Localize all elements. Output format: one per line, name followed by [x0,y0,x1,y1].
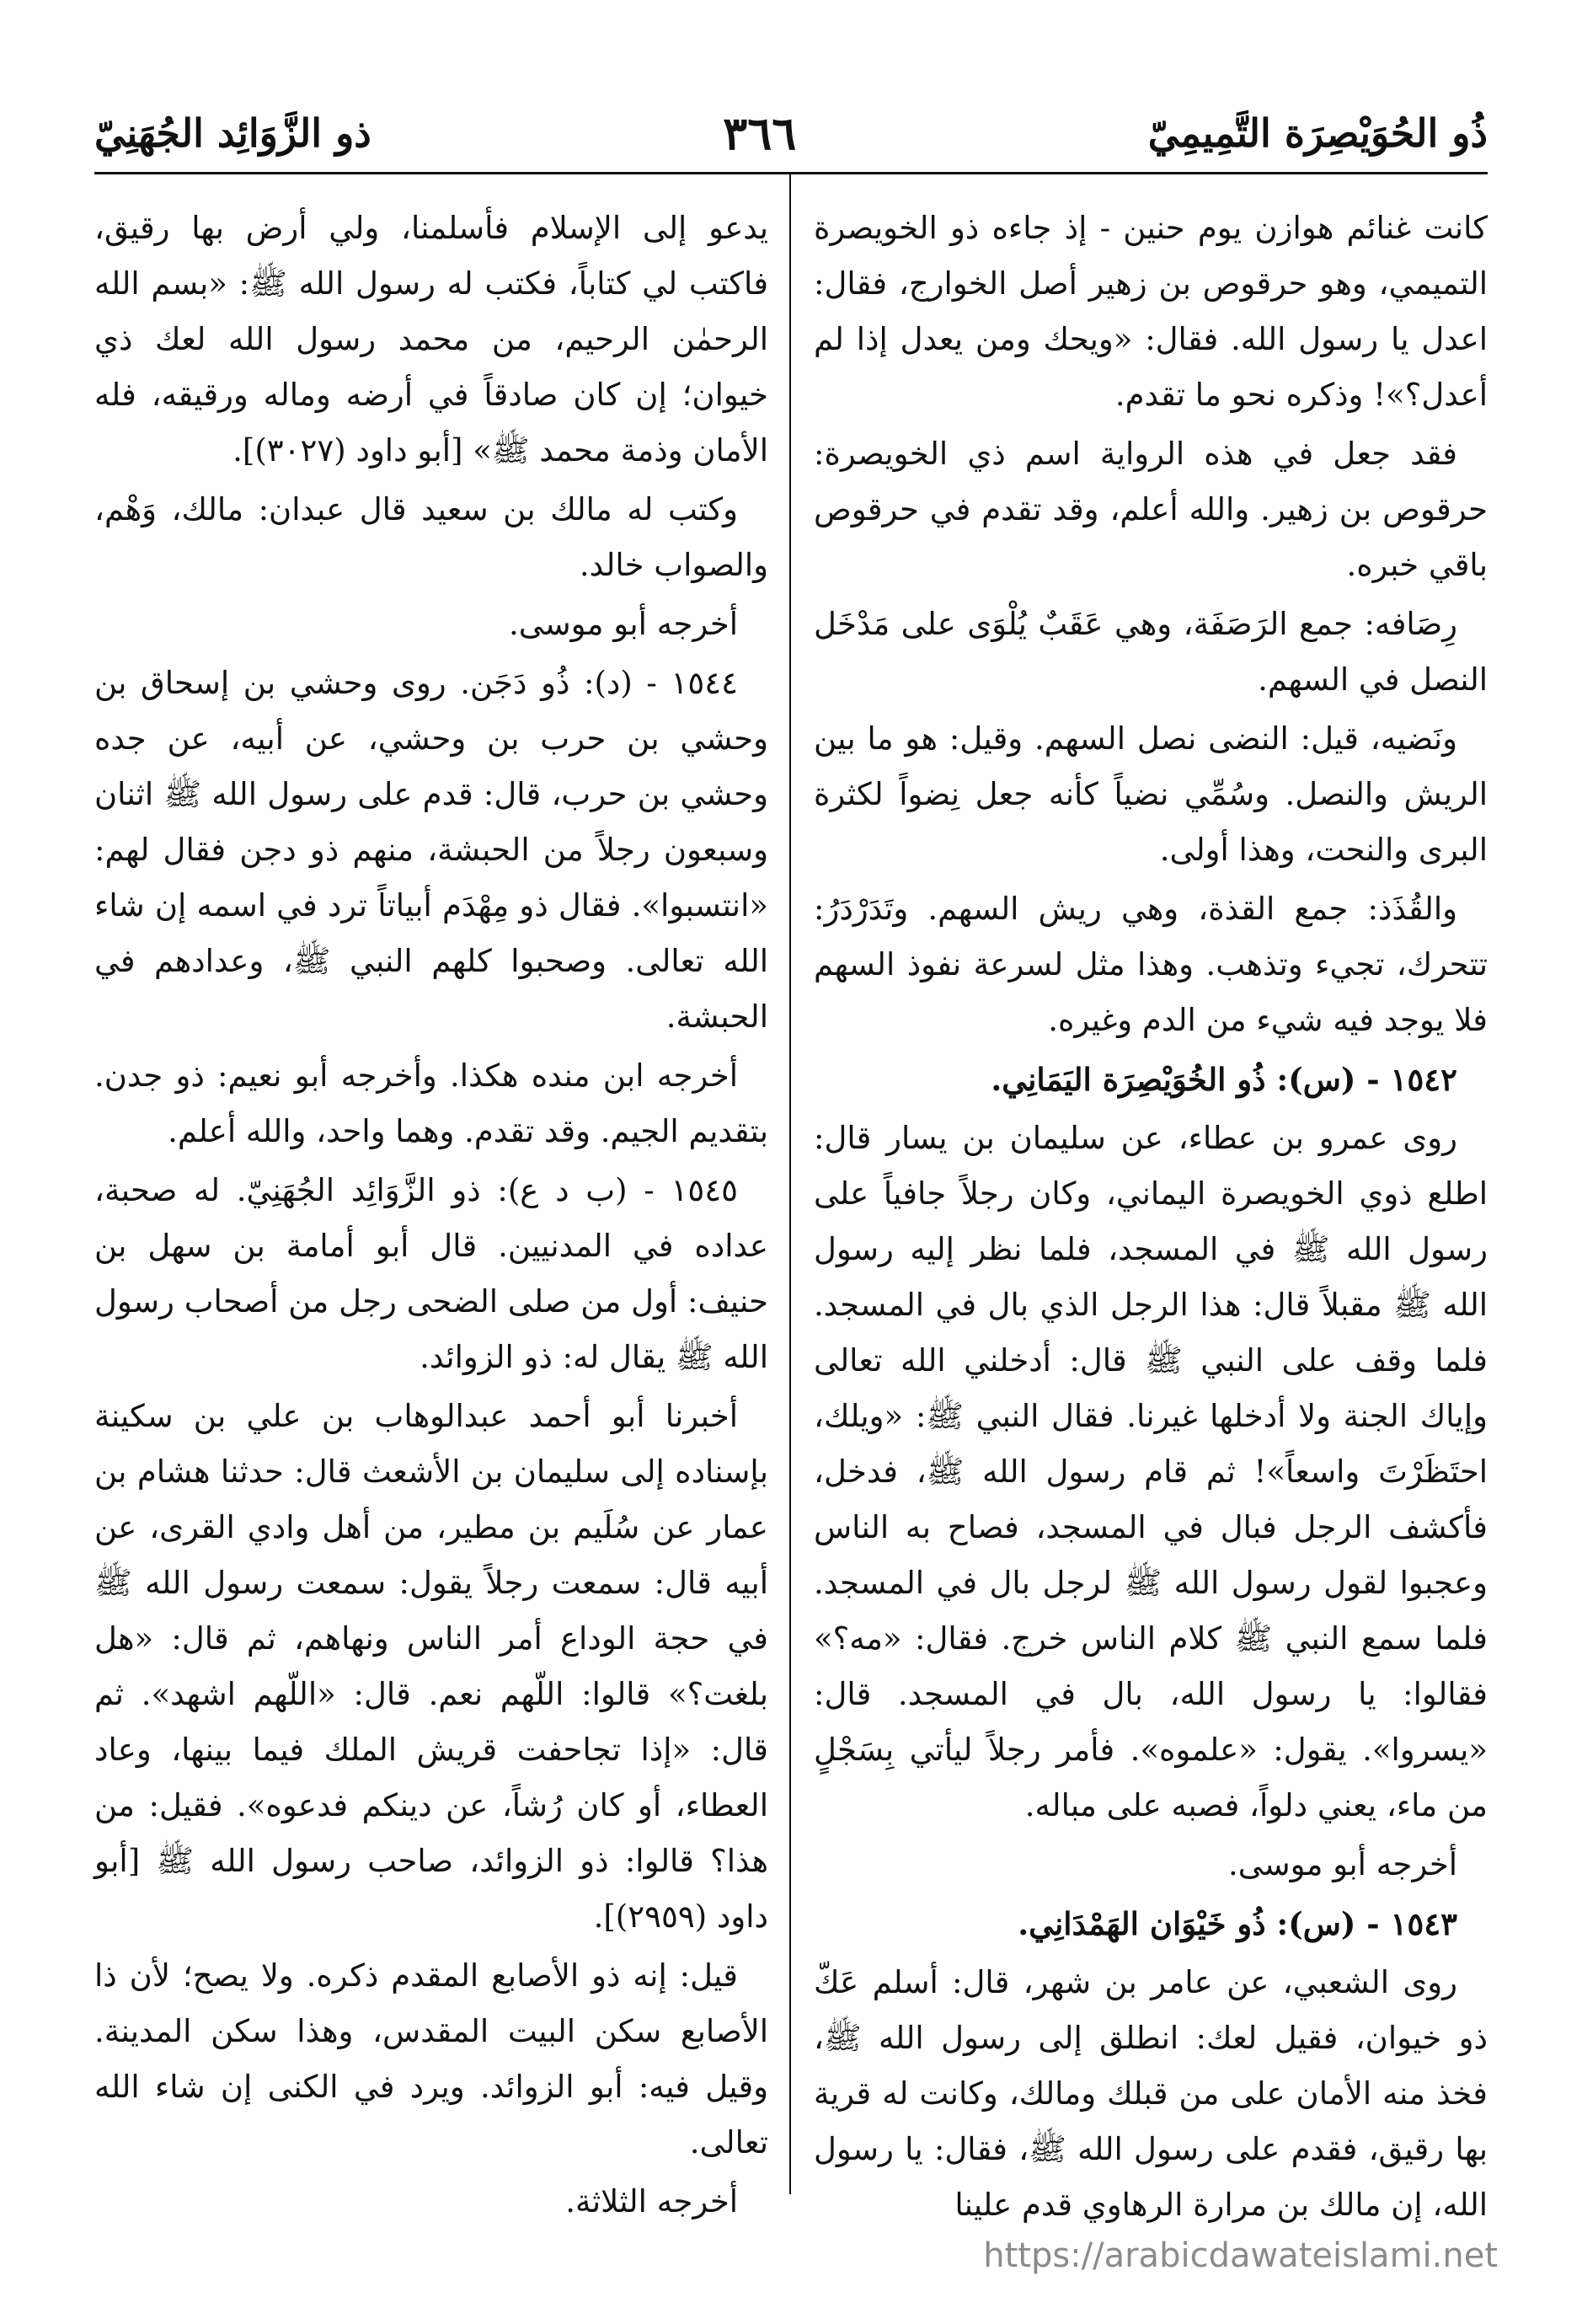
page-header [94,99,1488,167]
paragraph: أخبرنا أبو أحمد عبدالوهاب بن علي بن سكينة بإسناده إلى سليمان بن الأشعث قال: حدثنا هشام بن عمار عن سُلَيم بن مطير، من أهل وادي القرى، عن أبيه قال: سمعت رجلاً يقول: سمعت رسول الله ﷺ في حجة الوداع أمر الناس ونهاهم، ثم قال: «هل بلغت؟» قالوا: اللّهم نعم. قال: «اللّهم اشهد». ثم قال: «إذا تجاحفت قريش الملك فيما بينها، وعاد العطاء، أو كان رُشاً، عن دينكم فدعوه». فقيل: من هذا؟ قالوا: ذو الزوائد، صاحب رسول الله ﷺ [أبو داود (٢٩٥٩)]. [94,1398,768,1935]
right-column [814,201,1488,2236]
paragraph: كانت غنائم هوازن يوم حنين - إذ جاءه ذو الخويصرة التميمي، وهو حرقوص بن زهير أصل الخوارج، فقال: اعدل يا رسول الله. فقال: «ويحك ومن يعدل إذا لم أعدل؟»! وذكره نحو ما تقدم. [814,210,1488,413]
entry-heading: ١٥٤٣ - (س): ذُو خَيْوَان الهَمْدَانِي. [1018,1905,1457,1942]
running-title-left: ذو الزَّوَائِد الجُهَنِيّ [94,110,371,156]
paragraph: ١٥٤٥ - (ب د ع): ذو الزَّوَائِد الجُهَنِيّ. له صحبة، عداده في المدنيين. قال أبو أمامة بن سهل بن حنيف: أول من صلى الضحى رجل من أصحاب رسول الله ﷺ يقال له: ذو الزوائد. [94,1172,768,1375]
running-title-right: ذُو الحُوَيْصِرَة التَّمِيمِيّ [1147,110,1488,156]
paragraph: وكتب له مالك بن سعيد قال عبدان: مالك، وَهْم، والصواب خالد. [94,491,768,583]
left-column [94,201,768,2233]
paragraph: يدعو إلى الإسلام فأسلمنا، ولي أرض بها رقيق، فاكتب لي كتاباً، فكتب له رسول الله ﷺ: «بسم الله الرحمٰن الرحيم، من محمد رسول الله لعك ذي خيوان؛ إن كان صادقاً في أرضه وماله ورقيقه، فله الأمان وذمة محمد ﷺ» [أبو داود (٣٠٢٧)]. [94,210,768,469]
paragraph: قيل: إنه ذو الأصابع المقدم ذكره. ولا يصح؛ لأن ذا الأصابع سكن البيت المقدس، وهذا سكن المدينة. وقيل فيه: أبو الزوائد. ويرد في الكنى إن شاء الله تعالى. [94,1957,768,2161]
source-watermark: https://arabicdawateislami.net [983,2236,1498,2275]
column-divider [789,172,791,2194]
paragraph: ١٥٤٤ - (د): ذُو دَجَن. روى وحشي بن إسحاق بن وحشي بن حرب بن وحشي، عن أبيه، عن جده وحشي بن حرب، قال: قدم على رسول الله ﷺ اثنان وسبعون رجلاً من الحبشة، منهم ذو دجن فقال لهم: «انتسبوا». فقال ذو مِهْدَم أبياتاً ترد في اسمه إن شاء الله تعالى. وصحبوا كلهم النبي ﷺ، وعدادهم في الحبشة. [94,665,768,1035]
paragraph: أخرجه أبو موسى. [508,606,738,642]
paragraph: ونَضيه، قيل: النضى نصل السهم. وقيل: هو ما بين الريش والنصل. وسُمِّي نضياً كأنه جعل نِضواً لكثرة البرى والنحت، وهذا أولى. [814,720,1488,868]
paragraph: أخرجه الثلاثة. [565,2183,738,2220]
paragraph: والقُذَذ: جمع القذة، وهي ريش السهم. وتَدَرْدَرُ: تتحرك، تجيء وتذهب. وهذا مثل لسرعة نفوذ السهم فلا يوجد فيه شيء من الدم وغيره. [814,891,1488,1038]
header-rule [94,172,1488,174]
page-number: ٣٦٦ [723,106,797,160]
paragraph: رِصَافه: جمع الرَصَفَة، وهي عَقَبٌ يُلْوَى على مَدْخَل النصل في السهم. [814,606,1488,698]
paragraph: فقد جعل في هذه الرواية اسم ذي الخويصرة: حرقوص بن زهير. والله أعلم، وقد تقدم في حرقوص باقي خبره. [814,436,1488,583]
paragraph: أخرجه ابن منده هكذا. وأخرجه أبو نعيم: ذو جدن. بتقديم الجيم. وقد تقدم. وهما واحد، والله أعلم. [94,1058,768,1149]
paragraph: روى عمرو بن عطاء، عن سليمان بن يسار قال: اطلع ذوي الخويصرة اليماني، وكان رجلاً جافياً على رسول الله ﷺ في المسجد، فلما نظر إليه رسول الله ﷺ مقبلاً قال: هذا الرجل الذي بال في المسجد. فلما وقف على النبي ﷺ قال: أدخلني الله تعالى وإياك الجنة ولا أدخلها غيرنا. فقال النبي ﷺ: «ويلك، احتَظَرْتَ واسعاً»! ثم قام رسول الله ﷺ، فدخل، فأكشف الرجل فبال في المسجد، فصاح به الناس وعجبوا لقول رسول الله ﷺ لرجل بال في المسجد. فلما سمع النبي ﷺ كلام الناس خرج. فقال: «مه؟» فقالوا: يا رسول الله، بال في المسجد. قال: «يسروا». يقول: «علموه». فأمر رجلاً ليأتي بِسَجْلٍ من ماء، يعني دلواً، فصبه على مباله. [814,1120,1488,1823]
entry-heading: ١٥٤٢ - (س): ذُو الخُوَيْصِرَة اليَمَانِي. [991,1061,1457,1098]
paragraph: روى الشعبي، عن عامر بن شهر، قال: أسلم عَكّ ذو خيوان، فقيل لعك: انطلق إلى رسول الله ﷺ، فخذ منه الأمان على من قبلك ومالك، وكانت له قرية بها رقيق، فقدم على رسول الله ﷺ، فقال: يا رسول الله، إن مالك بن مرارة الرهاوي قدم علينا [814,1964,1488,2223]
paragraph: أخرجه أبو موسى. [1227,1846,1457,1882]
